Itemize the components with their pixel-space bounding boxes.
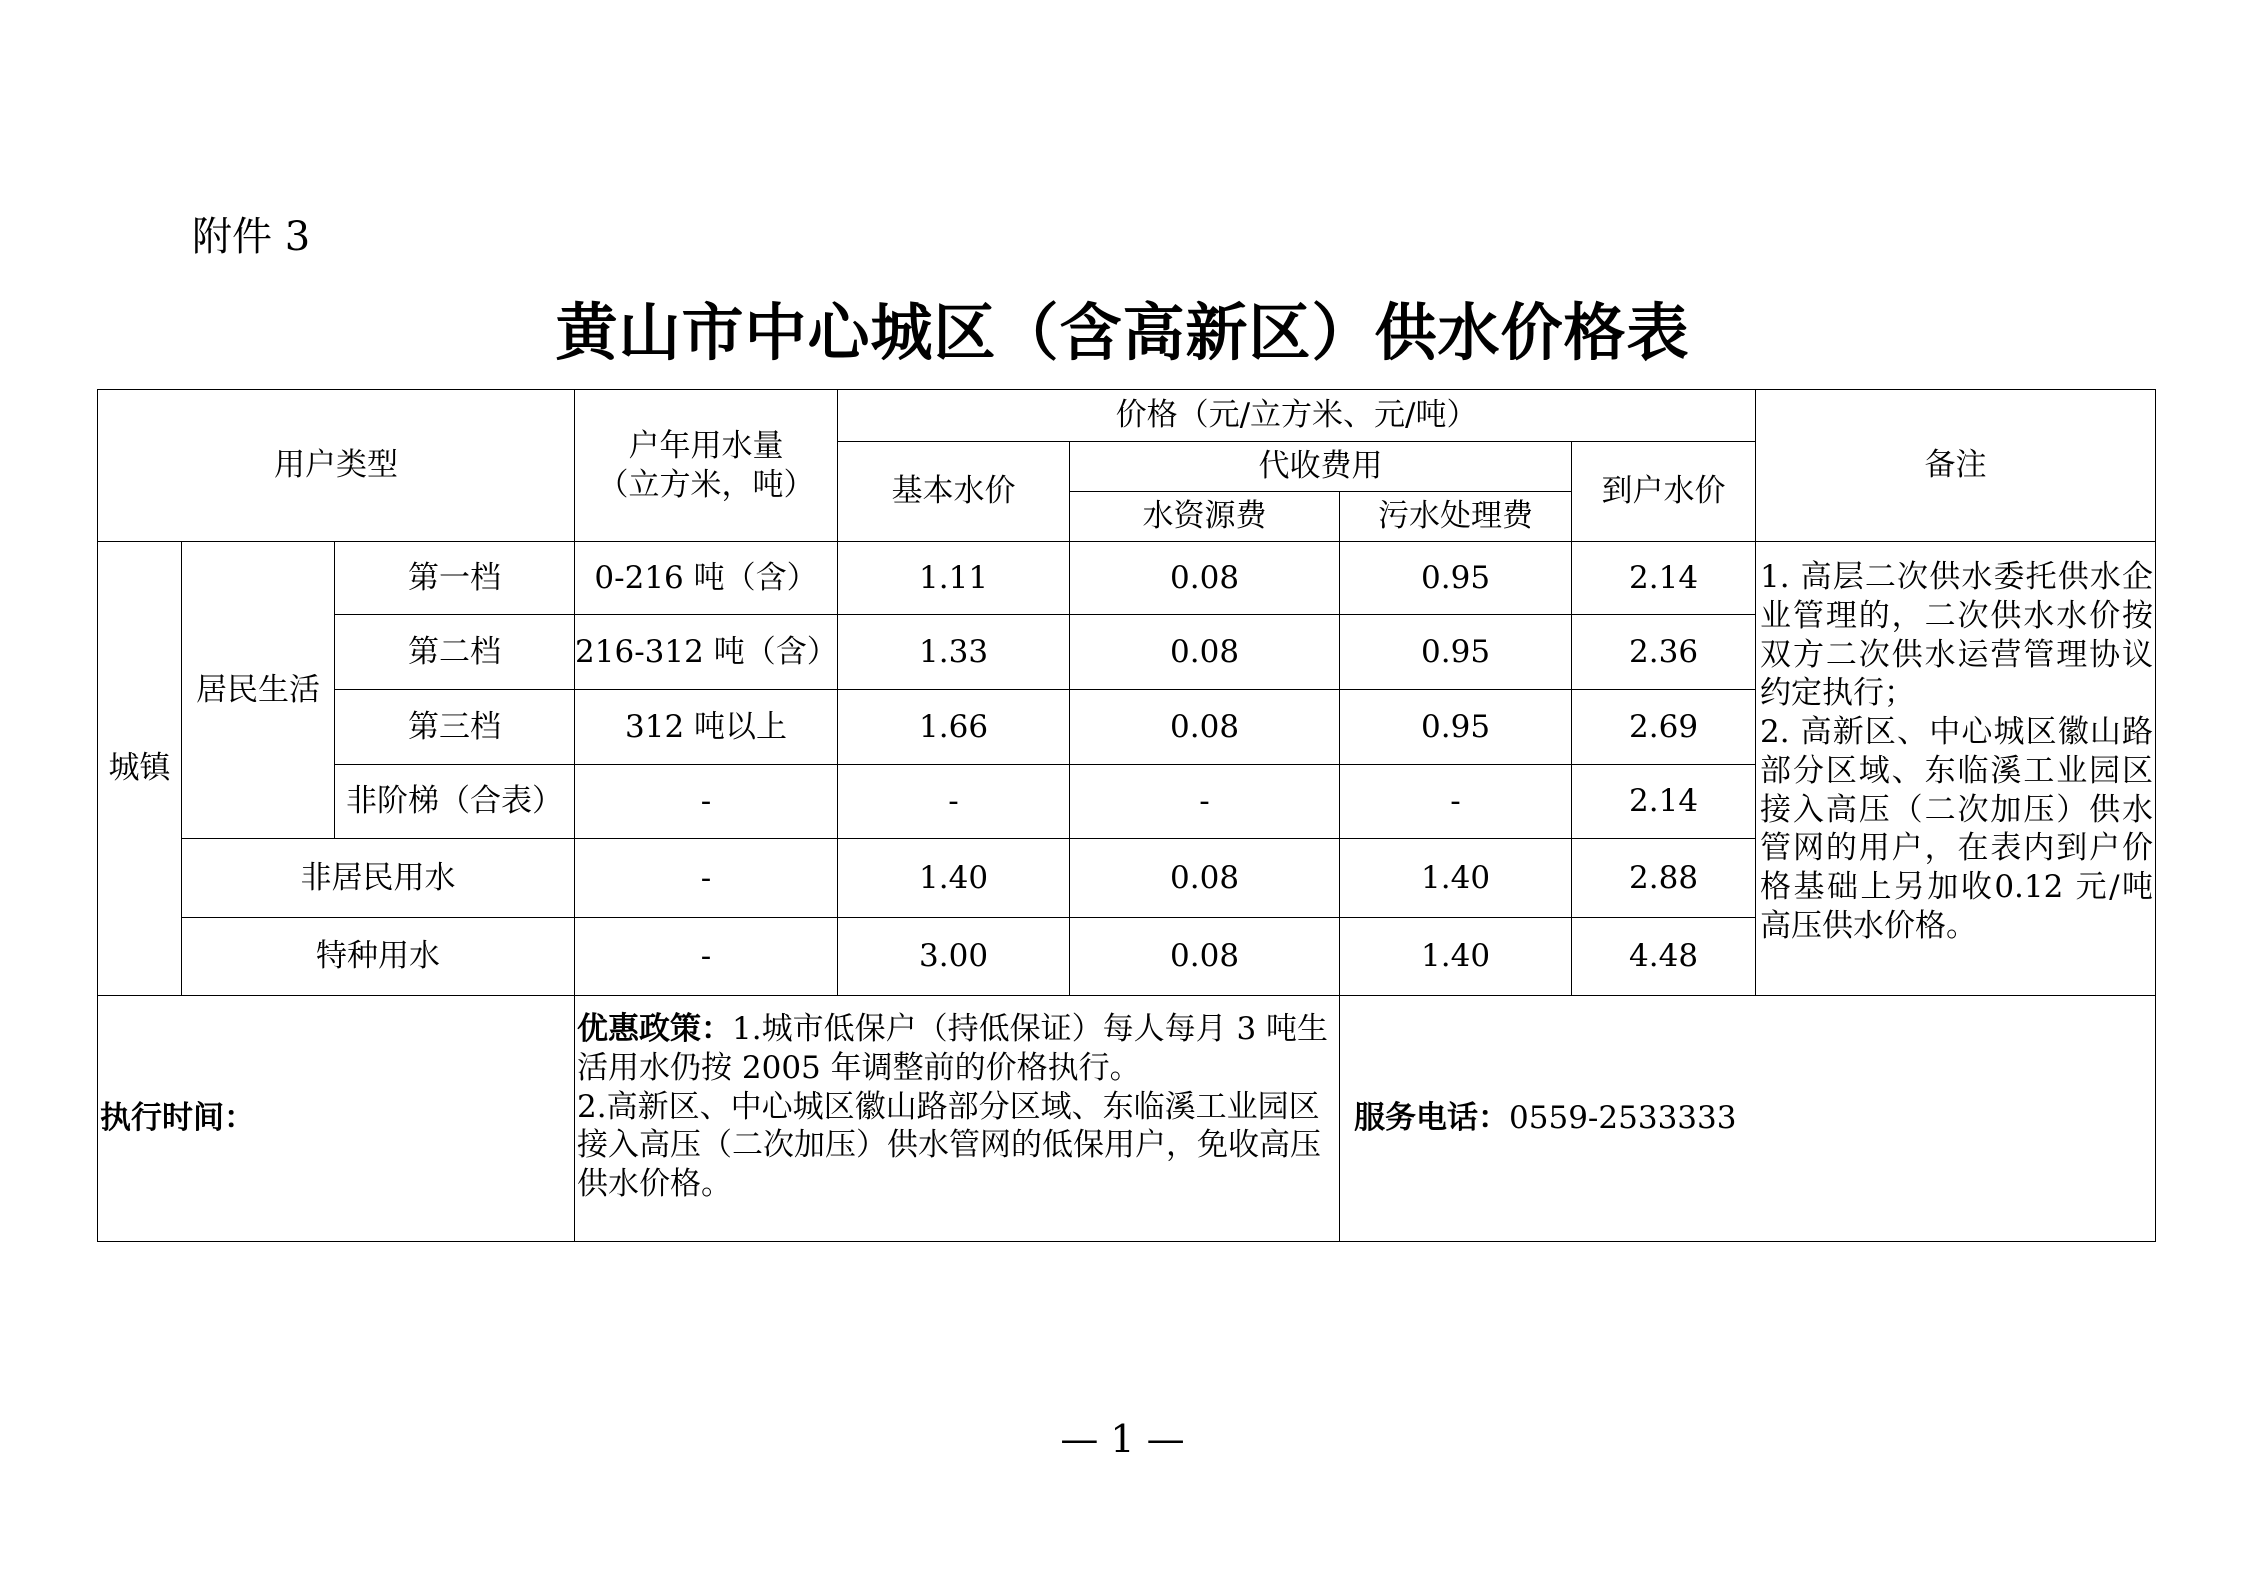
usage-cell: -: [575, 765, 838, 839]
policy-part-2: 2.高新区、中心城区徽山路部分区域、东临溪工业园区接入高压（二次加压）供水管网的低保用户，免收高压供水价格。: [577, 1088, 1322, 1202]
remarks-part-1: 1. 高层二次供水委托供水企业管理的，二次供水水价按双方二次供水运营管理协议约定执行；: [1760, 559, 2154, 712]
header-user-type: 用户类型: [98, 390, 575, 542]
usage-cell: -: [575, 839, 838, 918]
sewage-fee-cell: 0.95: [1340, 690, 1572, 765]
delivered-price-cell: 2.14: [1572, 765, 1756, 839]
resource-fee-cell: 0.08: [1070, 615, 1340, 690]
delivered-price-cell: 4.48: [1572, 918, 1756, 996]
tier-cell: 第三档: [335, 690, 575, 765]
delivered-price-cell: 2.14: [1572, 542, 1756, 615]
page-title: 黄山市中心城区（含高新区）供水价格表: [555, 296, 1690, 369]
table-row: [98, 542, 2156, 615]
delivered-price-cell: 2.36: [1572, 615, 1756, 690]
header-collected-fees: 代收费用: [1070, 442, 1572, 492]
header-sewage-fee: 污水处理费: [1340, 492, 1572, 542]
resource-fee-cell: 0.08: [1070, 839, 1340, 918]
basic-price-cell: -: [838, 765, 1070, 839]
tier-cell: 特种用水: [182, 918, 575, 996]
sewage-fee-cell: -: [1340, 765, 1572, 839]
water-price-table: [97, 389, 2156, 1242]
resource-fee-cell: 0.08: [1070, 542, 1340, 615]
header-basic-price: 基本水价: [838, 442, 1070, 542]
basic-price-cell: 1.33: [838, 615, 1070, 690]
usage-cell: 216-312 吨（含）: [575, 615, 838, 690]
tier-cell: 非阶梯（合表）: [335, 765, 575, 839]
preferential-policy: [575, 996, 1340, 1242]
resource-fee-cell: -: [1070, 765, 1340, 839]
tier-cell: 非居民用水: [182, 839, 575, 918]
sewage-fee-cell: 1.40: [1340, 839, 1572, 918]
service-label: 服务电话：: [1354, 1100, 1510, 1137]
basic-price-cell: 3.00: [838, 918, 1070, 996]
category-residential: 居民生活: [182, 542, 335, 839]
resource-fee-cell: 0.08: [1070, 690, 1340, 765]
resource-fee-cell: 0.08: [1070, 918, 1340, 996]
sewage-fee-cell: 1.40: [1340, 918, 1572, 996]
tier-cell: 第一档: [335, 542, 575, 615]
service-phone: 0559-2533333: [1509, 1100, 1737, 1137]
usage-cell: -: [575, 918, 838, 996]
policy-label: 优惠政策：: [577, 1011, 733, 1047]
sewage-fee-cell: 0.95: [1340, 615, 1572, 690]
delivered-price-cell: 2.69: [1572, 690, 1756, 765]
header-annual-usage: [575, 390, 838, 542]
page-number: — 1 —: [1060, 1417, 1185, 1461]
execution-time-label: 执行时间：: [98, 996, 575, 1242]
policy-part-1: 1.城市低保户（持低保证）每人每月 3 吨生活用水仍按 2005 年调整前的价格执行。: [577, 1011, 1329, 1086]
service-phone-cell: [1340, 996, 2156, 1242]
footer-row: [98, 996, 2156, 1242]
usage-cell: 312 吨以上: [575, 690, 838, 765]
tier-cell: 第二档: [335, 615, 575, 690]
remarks-text: [1756, 542, 2156, 996]
header-remarks: 备注: [1756, 390, 2156, 542]
header-annual-usage-line1: 户年用水量: [628, 427, 784, 464]
basic-price-cell: 1.66: [838, 690, 1070, 765]
attachment-label: 附件 3: [192, 214, 311, 260]
basic-price-cell: 1.40: [838, 839, 1070, 918]
header-annual-usage-line2: （立方米，吨）: [597, 466, 815, 503]
category-town: 城镇: [98, 542, 182, 996]
delivered-price-cell: 2.88: [1572, 839, 1756, 918]
sewage-fee-cell: 0.95: [1340, 542, 1572, 615]
basic-price-cell: 1.11: [838, 542, 1070, 615]
header-delivered-price: 到户水价: [1572, 442, 1756, 542]
usage-cell: 0-216 吨（含）: [575, 542, 838, 615]
header-water-resource-fee: 水资源费: [1070, 492, 1340, 542]
header-price-group: 价格（元/立方米、元/吨）: [838, 390, 1756, 442]
remarks-part-2: 2. 高新区、中心城区徽山路部分区域、东临溪工业园区接入高压（二次加压）供水管网的用户，在表内到户价格基础上另加收0.12 元/吨高压供水价格。: [1760, 714, 2154, 944]
